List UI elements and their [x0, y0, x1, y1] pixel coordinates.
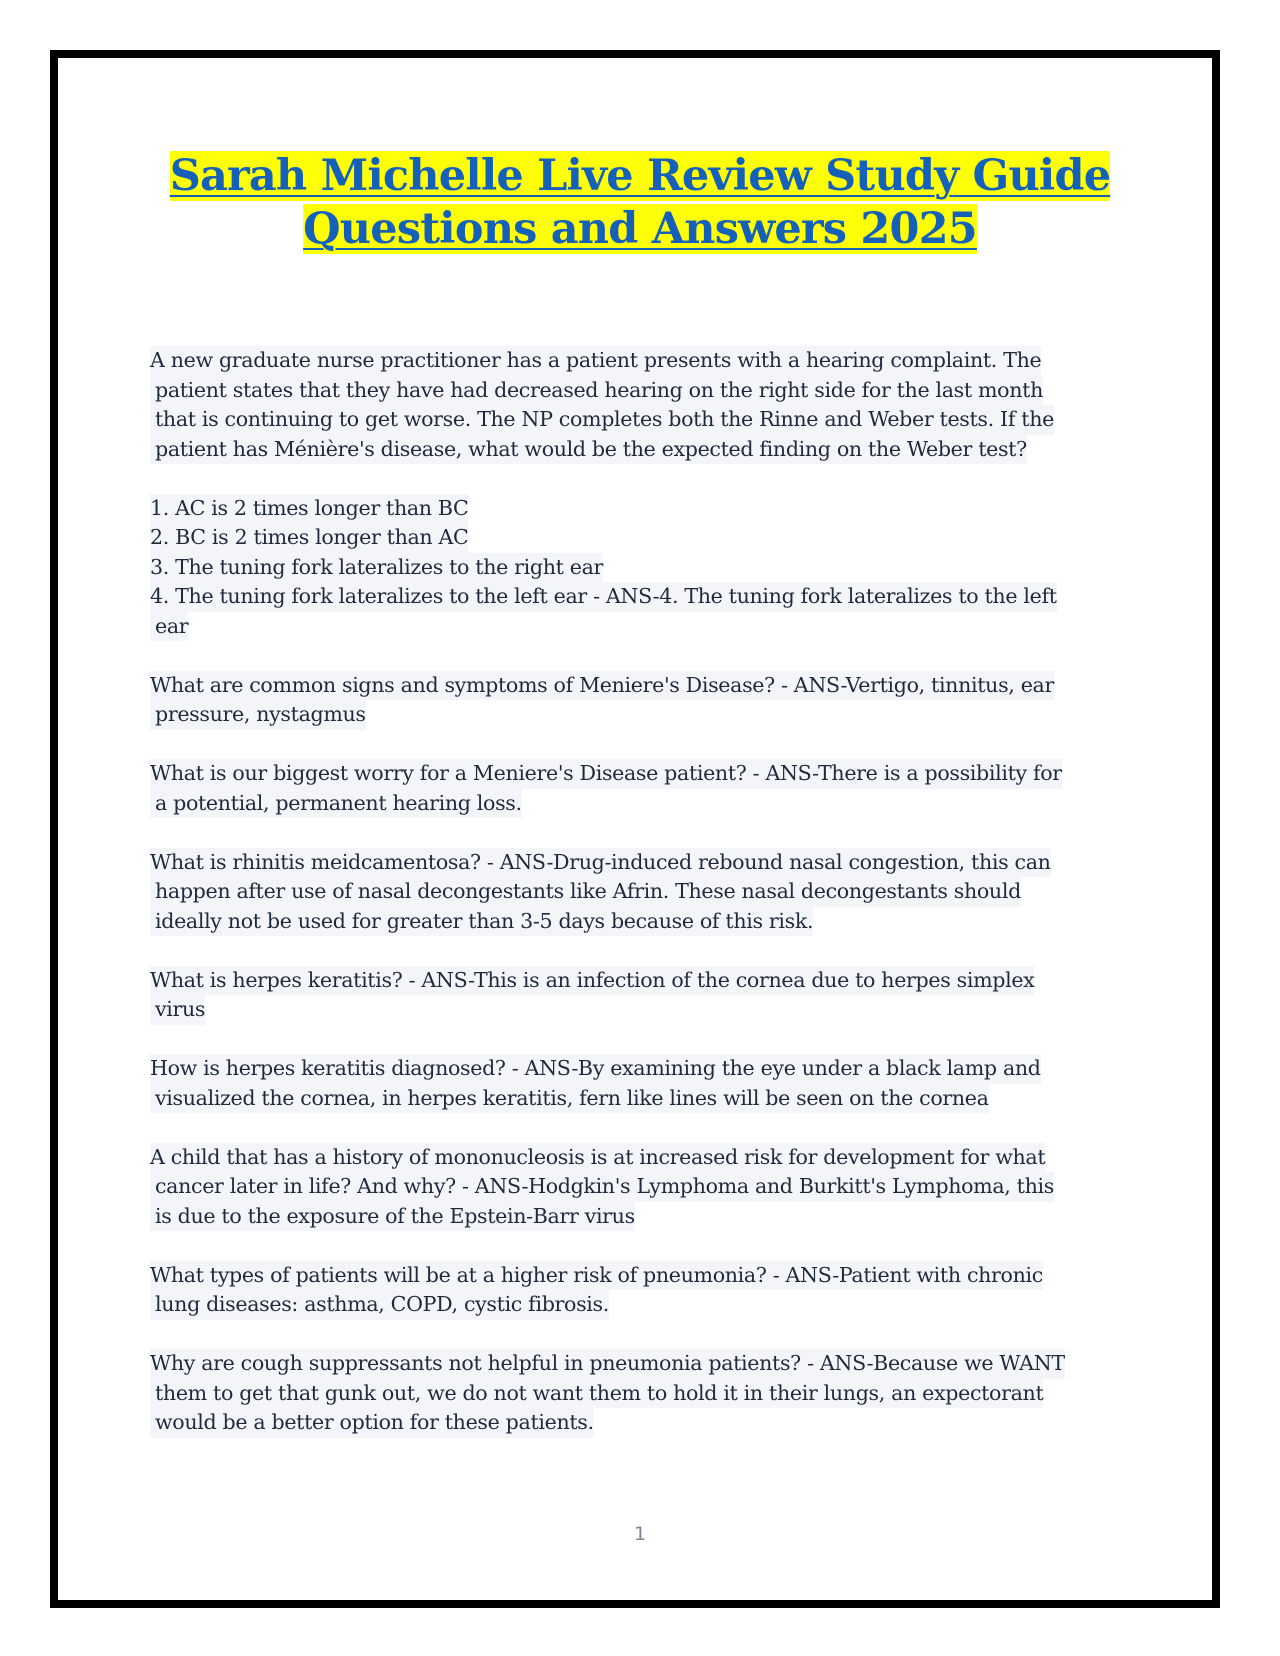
text-line: would be a better option for these patients.: [150, 1408, 594, 1438]
text-line: patient states that they have had decreased hearing on the right side for the last month: [150, 376, 1043, 406]
text-line: them to get that gunk out, we do not want them to hold it in their lungs, an expectorant: [150, 1379, 1043, 1409]
qa-paragraph: [150, 1143, 1130, 1232]
text-line: How is herpes keratitis diagnosed? - ANS-By examining the eye under a black lamp and: [150, 1054, 1041, 1084]
text-line: 2. BC is 2 times longer than AC: [150, 523, 468, 553]
qa-paragraph: [150, 848, 1130, 937]
text-line: 3. The tuning fork lateralizes to the right ear: [150, 553, 603, 583]
text-line: Why are cough suppressants not helpful in pneumonia patients? - ANS-Because we WANT: [150, 1349, 1065, 1379]
qa-paragraph: [150, 1054, 1130, 1113]
text-line: patient has Ménière's disease, what would be the expected finding on the Weber test?: [150, 435, 1027, 465]
text-line: 1. AC is 2 times longer than BC: [150, 494, 468, 524]
text-line: ear: [150, 612, 188, 642]
text-line: visualized the cornea, in herpes keratitis, fern like lines will be seen on the cornea: [150, 1084, 989, 1114]
text-line: A new graduate nurse practitioner has a patient presents with a hearing complaint. The: [150, 346, 1041, 376]
text-line: A child that has a history of mononucleosis is at increased risk for development for what: [150, 1143, 1045, 1173]
text-line: What types of patients will be at a higher risk of pneumonia? - ANS-Patient with chronic: [150, 1261, 1043, 1291]
document-title: [150, 148, 1130, 254]
title-line-1: Sarah Michelle Live Review Study Guide: [169, 151, 1111, 201]
qa-paragraph: [150, 1349, 1130, 1438]
text-line: a potential, permanent hearing loss.: [150, 789, 522, 819]
text-line: is due to the exposure of the Epstein-Barr virus: [150, 1202, 635, 1232]
title-line-2: Questions and Answers 2025: [303, 204, 977, 254]
text-line: happen after use of nasal decongestants like Afrin. These nasal decongestants should: [150, 877, 1021, 907]
page-number: 1: [633, 1523, 647, 1545]
text-line: virus: [150, 995, 205, 1025]
text-line: What are common signs and symptoms of Meniere's Disease? - ANS-Vertigo, tinnitus, ear: [150, 671, 1054, 701]
text-line: ideally not be used for greater than 3-5 days because of this risk.: [150, 907, 813, 937]
text-line: 4. The tuning fork lateralizes to the left ear - ANS-4. The tuning fork lateralizes to the left: [150, 582, 1057, 612]
text-line: What is herpes keratitis? - ANS-This is an infection of the cornea due to herpes simplex: [150, 966, 1034, 996]
text-line: that is continuing to get worse. The NP completes both the Rinne and Weber tests. If the: [150, 405, 1054, 435]
qa-paragraph: [150, 1261, 1130, 1320]
document-body: [150, 346, 1130, 1467]
qa-paragraph: [150, 759, 1130, 818]
qa-paragraph: [150, 966, 1130, 1025]
text-line: pressure, nystagmus: [150, 700, 366, 730]
text-line: lung diseases: asthma, COPD, cystic fibrosis.: [150, 1290, 609, 1320]
qa-paragraph: [150, 494, 1130, 642]
text-line: What is our biggest worry for a Meniere's Disease patient? - ANS-There is a possibility for: [150, 759, 1062, 789]
qa-paragraph: [150, 346, 1130, 464]
qa-paragraph: [150, 671, 1130, 730]
text-line: What is rhinitis meidcamentosa? - ANS-Drug-induced rebound nasal congestion, this can: [150, 848, 1051, 878]
text-line: cancer later in life? And why? - ANS-Hodgkin's Lymphoma and Burkitt's Lymphoma, this: [150, 1172, 1054, 1202]
